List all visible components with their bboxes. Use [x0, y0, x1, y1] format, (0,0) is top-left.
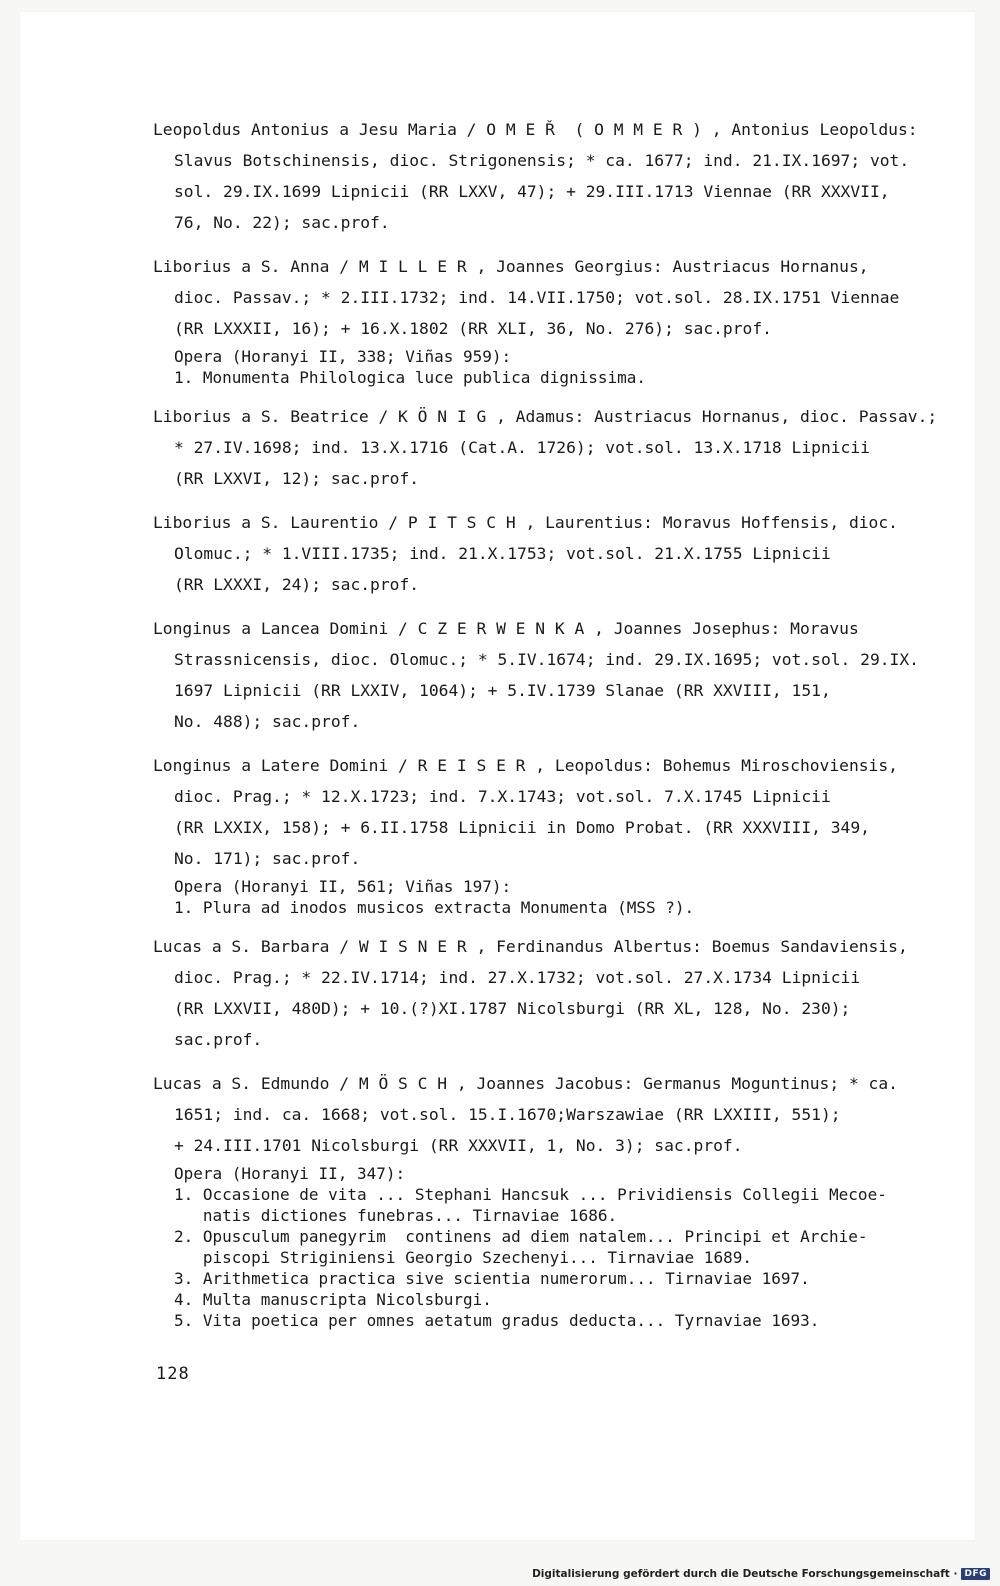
entry-line: 1651; ind. ca. 1668; vot.sol. 15.I.1670;Warszawiae (RR LXXIII, 551);	[174, 1105, 841, 1124]
entry-line: dioc. Prag.; * 22.IV.1714; ind. 27.X.1732; vot.sol. 27.X.1734 Lipnicii	[174, 968, 861, 987]
document-body	[153, 114, 973, 1344]
entry-heading-line: Longinus a Lancea Domini / C Z E R W E N K A , Joannes Josephus: Moravus	[153, 619, 859, 638]
opera-heading: Opera (Horanyi II, 347):	[174, 1164, 406, 1183]
entry-line: dioc. Prag.; * 12.X.1723; ind. 7.X.1743; vot.sol. 7.X.1745 Lipnicii	[174, 787, 831, 806]
footer-credit: Digitalisierung gefördert durch die Deutsche Forschungsgemeinschaft ·	[532, 1568, 958, 1580]
entry-line: No. 171); sac.prof.	[174, 849, 361, 868]
opera-item: 3. Arithmetica practica sive scientia numerorum... Tirnaviae 1697.	[174, 1269, 810, 1288]
opera-item: 1. Plura ad inodos musicos extracta Monumenta (MSS ?).	[174, 898, 695, 917]
entry-line: (RR LXXIX, 158); + 6.II.1758 Lipnicii in Domo Probat. (RR XXXVIII, 349,	[174, 818, 870, 837]
entry-line: sol. 29.IX.1699 Lipnicii (RR LXXV, 47); + 29.III.1713 Viennae (RR XXXVII,	[174, 182, 890, 201]
entry-line: (RR LXXVII, 480D); + 10.(?)XI.1787 Nicolsburgi (RR XL, 128, No. 230);	[174, 999, 851, 1018]
opera-item: 2. Opusculum panegyrim continens ad diem natalem... Principi et Archie-	[174, 1227, 868, 1246]
opera-list	[153, 1163, 973, 1331]
catalog-entry	[153, 613, 973, 737]
opera-item: natis dictiones funebras... Tirnaviae 1686.	[174, 1206, 618, 1225]
catalog-entry	[153, 507, 973, 600]
catalog-entry	[153, 401, 973, 494]
entry-line: (RR LXXVI, 12); sac.prof.	[174, 469, 420, 488]
catalog-entry	[153, 931, 973, 1055]
opera-item: 5. Vita poetica per omnes aetatum gradus deducta... Tyrnaviae 1693.	[174, 1311, 820, 1330]
entry-line: 1697 Lipnicii (RR LXXIV, 1064); + 5.IV.1739 Slanae (RR XXVIII, 151,	[174, 681, 831, 700]
opera-item: 1. Occasione de vita ... Stephani Hancsuk ... Prividiensis Collegii Mecoe-	[174, 1185, 887, 1204]
entry-line: 76, No. 22); sac.prof.	[174, 213, 390, 232]
opera-list	[153, 876, 973, 918]
entry-heading-line: Liborius a S. Laurentio / P I T S C H , Laurentius: Moravus Hoffensis, dioc.	[153, 513, 898, 532]
opera-heading: Opera (Horanyi II, 561; Viñas 197):	[174, 877, 512, 896]
entry-line: + 24.III.1701 Nicolsburgi (RR XXXVII, 1, No. 3); sac.prof.	[174, 1136, 743, 1155]
scanned-page	[20, 12, 975, 1540]
dfg-logo-icon: DFG	[961, 1568, 990, 1580]
entry-heading-line: Liborius a S. Beatrice / K Ö N I G , Adamus: Austriacus Hornanus, dioc. Passav.;	[153, 407, 938, 426]
catalog-entry	[153, 114, 973, 238]
entry-line: No. 488); sac.prof.	[174, 712, 361, 731]
opera-item: piscopi Striginiensi Georgio Szechenyi... Tirnaviae 1689.	[174, 1248, 752, 1267]
entry-heading-line: Longinus a Latere Domini / R E I S E R , Leopoldus: Bohemus Miroschoviensis,	[153, 756, 898, 775]
entry-line: dioc. Passav.; * 2.III.1732; ind. 14.VII.1750; vot.sol. 28.IX.1751 Viennae	[174, 288, 900, 307]
catalog-entry	[153, 1068, 973, 1331]
entry-line: Strassnicensis, dioc. Olomuc.; * 5.IV.1674; ind. 29.IX.1695; vot.sol. 29.IX.	[174, 650, 919, 669]
page-number: 128	[156, 1364, 190, 1384]
entry-heading-line: Leopoldus Antonius a Jesu Maria / O M E Ř ( O M M E R ) , Antonius Leopoldus:	[153, 120, 918, 139]
entry-line: Olomuc.; * 1.VIII.1735; ind. 21.X.1753; vot.sol. 21.X.1755 Lipnicii	[174, 544, 831, 563]
entry-heading-line: Liborius a S. Anna / M I L L E R , Joannes Georgius: Austriacus Hornanus,	[153, 257, 869, 276]
catalog-entry	[153, 251, 973, 388]
footer	[532, 1568, 990, 1580]
opera-item: 1. Monumenta Philologica luce publica dignissima.	[174, 368, 647, 387]
opera-list	[153, 346, 973, 388]
opera-heading: Opera (Horanyi II, 338; Viñas 959):	[174, 347, 512, 366]
entry-line: Slavus Botschinensis, dioc. Strigonensis; * ca. 1677; ind. 21.IX.1697; vot.	[174, 151, 910, 170]
opera-item: 4. Multa manuscripta Nicolsburgi.	[174, 1290, 492, 1309]
entry-heading-line: Lucas a S. Barbara / W I S N E R , Ferdinandus Albertus: Boemus Sandaviensis,	[153, 937, 908, 956]
catalog-entry	[153, 750, 973, 918]
entry-line: (RR LXXXII, 16); + 16.X.1802 (RR XLI, 36, No. 276); sac.prof.	[174, 319, 772, 338]
entry-line: * 27.IV.1698; ind. 13.X.1716 (Cat.A. 1726); vot.sol. 13.X.1718 Lipnicii	[174, 438, 870, 457]
entry-line: (RR LXXXI, 24); sac.prof.	[174, 575, 420, 594]
entry-heading-line: Lucas a S. Edmundo / M Ö S C H , Joannes Jacobus: Germanus Moguntinus; * ca.	[153, 1074, 898, 1093]
entry-line: sac.prof.	[174, 1030, 263, 1049]
